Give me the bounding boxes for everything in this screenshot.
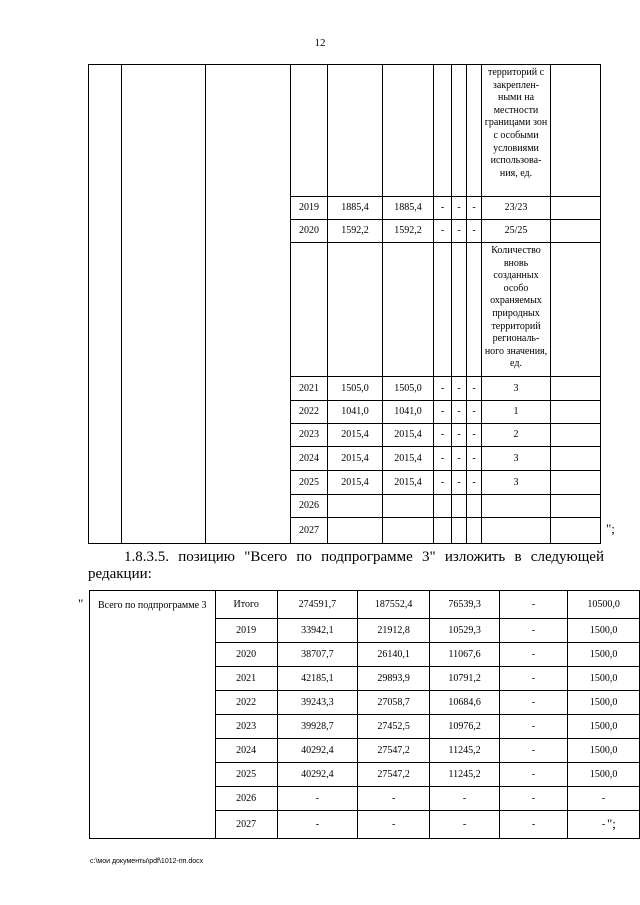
indicator-cell: 2 <box>482 424 551 447</box>
value-cell <box>383 65 434 197</box>
year-cell: 2020 <box>215 643 277 667</box>
value-cell: - <box>499 667 567 691</box>
blank-cell <box>89 65 122 544</box>
value-cell: 40292,4 <box>277 763 358 787</box>
value-cell: - <box>452 471 467 495</box>
value-cell: - <box>358 811 430 839</box>
value-cell <box>383 518 434 544</box>
value-cell: 10684,6 <box>430 691 500 715</box>
blank-cell <box>551 220 601 243</box>
value-cell: - <box>452 220 467 243</box>
year-cell: 2023 <box>291 424 328 447</box>
year-cell: 2024 <box>215 739 277 763</box>
subprogram-label: Всего по подпрограмме 3 <box>90 591 216 839</box>
paragraph-text: 1.8.3.5. позицию "Всего по подпрограмме 3" изложить в следующей редакции: <box>88 549 604 582</box>
amendment-paragraph <box>88 549 604 583</box>
blank-cell <box>551 495 601 518</box>
value-cell: 38707,7 <box>277 643 358 667</box>
blank-cell <box>206 65 291 544</box>
indicator-cell: 3 <box>482 447 551 471</box>
value-cell: 29893,9 <box>358 667 430 691</box>
value-cell: 1885,4 <box>328 197 383 220</box>
value-cell: 2015,4 <box>328 471 383 495</box>
value-cell: - <box>434 197 452 220</box>
footer-file-path: c:\мои документы\pdf\1012-пп.docx <box>90 858 204 865</box>
value-cell: 11245,2 <box>430 739 500 763</box>
indicator-cell: 1 <box>482 401 551 424</box>
year-cell: 2027 <box>215 811 277 839</box>
value-cell: 10791,2 <box>430 667 500 691</box>
value-cell <box>328 518 383 544</box>
blank-cell <box>551 65 601 197</box>
value-cell: 1500,0 <box>568 739 640 763</box>
value-cell: 1500,0 <box>568 643 640 667</box>
indicator-cell: 3 <box>482 377 551 401</box>
indicators-table <box>88 64 601 544</box>
blank-cell <box>551 197 601 220</box>
value-cell: 1885,4 <box>383 197 434 220</box>
value-cell: 10976,2 <box>430 715 500 739</box>
value-cell: 11067,6 <box>430 643 500 667</box>
value-cell <box>452 518 467 544</box>
value-cell: 274591,7 <box>277 591 358 619</box>
value-cell <box>328 65 383 197</box>
value-cell: - <box>499 691 567 715</box>
value-cell: 10500,0 <box>568 591 640 619</box>
value-cell: 39928,7 <box>277 715 358 739</box>
value-cell: 26140,1 <box>358 643 430 667</box>
value-cell: - <box>499 715 567 739</box>
table-row <box>90 591 640 619</box>
value-cell: - <box>568 787 640 811</box>
table1-closing-mark: "; <box>606 521 615 536</box>
value-cell: 40292,4 <box>277 739 358 763</box>
subprogram-total-table <box>89 590 640 839</box>
value-cell: - <box>452 377 467 401</box>
value-cell: 187552,4 <box>358 591 430 619</box>
indicator-cell: 23/23 <box>482 197 551 220</box>
value-cell: - <box>467 220 482 243</box>
value-cell: - <box>430 787 500 811</box>
value-cell: - <box>434 447 452 471</box>
value-cell <box>467 495 482 518</box>
value-cell: 27452,5 <box>358 715 430 739</box>
indicator-cell: 3 <box>482 471 551 495</box>
value-cell: - <box>467 377 482 401</box>
value-cell <box>434 243 452 377</box>
value-cell: - <box>430 811 500 839</box>
page-number: 12 <box>314 37 326 49</box>
value-cell: 11245,2 <box>430 763 500 787</box>
year-cell: 2020 <box>291 220 328 243</box>
year-cell: 2021 <box>215 667 277 691</box>
value-cell <box>434 495 452 518</box>
value-cell: 27547,2 <box>358 739 430 763</box>
value-cell: - <box>467 401 482 424</box>
indicator-cell <box>482 518 551 544</box>
year-cell: 2019 <box>291 197 328 220</box>
value-cell <box>328 243 383 377</box>
year-cell: 2025 <box>291 471 328 495</box>
value-cell <box>328 495 383 518</box>
value-cell: 39243,3 <box>277 691 358 715</box>
year-cell: 2024 <box>291 447 328 471</box>
value-cell: - <box>452 447 467 471</box>
year-cell: 2025 <box>215 763 277 787</box>
value-cell <box>467 65 482 197</box>
value-cell: - <box>467 424 482 447</box>
year-cell <box>291 243 328 377</box>
year-cell: 2022 <box>291 401 328 424</box>
table2-opening-mark: " <box>78 596 84 611</box>
value-cell: 1041,0 <box>383 401 434 424</box>
value-cell: 1500,0 <box>568 619 640 643</box>
value-cell: 2015,4 <box>328 424 383 447</box>
value-cell <box>467 243 482 377</box>
year-cell: Итого <box>215 591 277 619</box>
year-cell: 2021 <box>291 377 328 401</box>
value-cell: - <box>452 401 467 424</box>
year-cell <box>291 65 328 197</box>
value-cell: 1592,2 <box>328 220 383 243</box>
value-cell: - <box>499 763 567 787</box>
year-cell: 2023 <box>215 715 277 739</box>
value-cell: - <box>499 787 567 811</box>
value-cell: - <box>277 787 358 811</box>
value-cell <box>383 495 434 518</box>
value-cell: - <box>434 424 452 447</box>
value-cell <box>452 65 467 197</box>
value-cell: 1500,0 <box>568 691 640 715</box>
value-cell <box>434 65 452 197</box>
blank-cell <box>551 471 601 495</box>
value-cell: - <box>499 619 567 643</box>
value-cell <box>467 518 482 544</box>
value-cell: 1500,0 <box>568 763 640 787</box>
year-cell: 2019 <box>215 619 277 643</box>
value-cell: 21912,8 <box>358 619 430 643</box>
value-cell: 76539,3 <box>430 591 500 619</box>
value-cell: - <box>434 220 452 243</box>
blank-cell <box>551 447 601 471</box>
blank-cell <box>551 243 601 377</box>
value-cell: 27058,7 <box>358 691 430 715</box>
value-cell: 10529,3 <box>430 619 500 643</box>
value-cell: - <box>277 811 358 839</box>
value-cell: 33942,1 <box>277 619 358 643</box>
indicator-cell <box>482 495 551 518</box>
indicator-cell: Количество вновь созданных особо охраняемых природных территорий региональ- ного значения, ед. <box>482 243 551 377</box>
value-cell: - <box>452 197 467 220</box>
value-cell: - <box>467 447 482 471</box>
blank-cell <box>551 377 601 401</box>
value-cell: 2015,4 <box>383 471 434 495</box>
indicator-cell: территорий с закреплен- ными на местности границами зон с особыми условиями использова- ния, ед. <box>482 65 551 197</box>
value-cell: - <box>434 471 452 495</box>
value-cell: - <box>467 197 482 220</box>
value-cell: 1505,0 <box>383 377 434 401</box>
value-cell: - <box>434 377 452 401</box>
value-cell: - <box>499 811 567 839</box>
value-cell: 42185,1 <box>277 667 358 691</box>
value-cell <box>434 518 452 544</box>
year-cell: 2026 <box>291 495 328 518</box>
value-cell: 1592,2 <box>383 220 434 243</box>
table2-closing-mark: "; <box>607 816 616 831</box>
value-cell: 1041,0 <box>328 401 383 424</box>
table-row <box>89 65 601 197</box>
value-cell: 27547,2 <box>358 763 430 787</box>
year-cell: 2022 <box>215 691 277 715</box>
value-cell: - <box>499 591 567 619</box>
blank-cell <box>551 401 601 424</box>
value-cell: - <box>358 787 430 811</box>
value-cell: - <box>568 811 640 839</box>
blank-cell <box>551 518 601 544</box>
value-cell: - <box>467 471 482 495</box>
blank-cell <box>122 65 206 544</box>
value-cell: - <box>499 739 567 763</box>
year-cell: 2027 <box>291 518 328 544</box>
value-cell: - <box>452 424 467 447</box>
blank-cell <box>551 424 601 447</box>
year-cell: 2026 <box>215 787 277 811</box>
value-cell <box>452 495 467 518</box>
value-cell: 2015,4 <box>328 447 383 471</box>
value-cell: 1505,0 <box>328 377 383 401</box>
value-cell: 2015,4 <box>383 447 434 471</box>
value-cell: 2015,4 <box>383 424 434 447</box>
value-cell: 1500,0 <box>568 667 640 691</box>
value-cell: 1500,0 <box>568 715 640 739</box>
value-cell: - <box>499 643 567 667</box>
value-cell: - <box>434 401 452 424</box>
value-cell <box>452 243 467 377</box>
indicator-cell: 25/25 <box>482 220 551 243</box>
value-cell <box>383 243 434 377</box>
